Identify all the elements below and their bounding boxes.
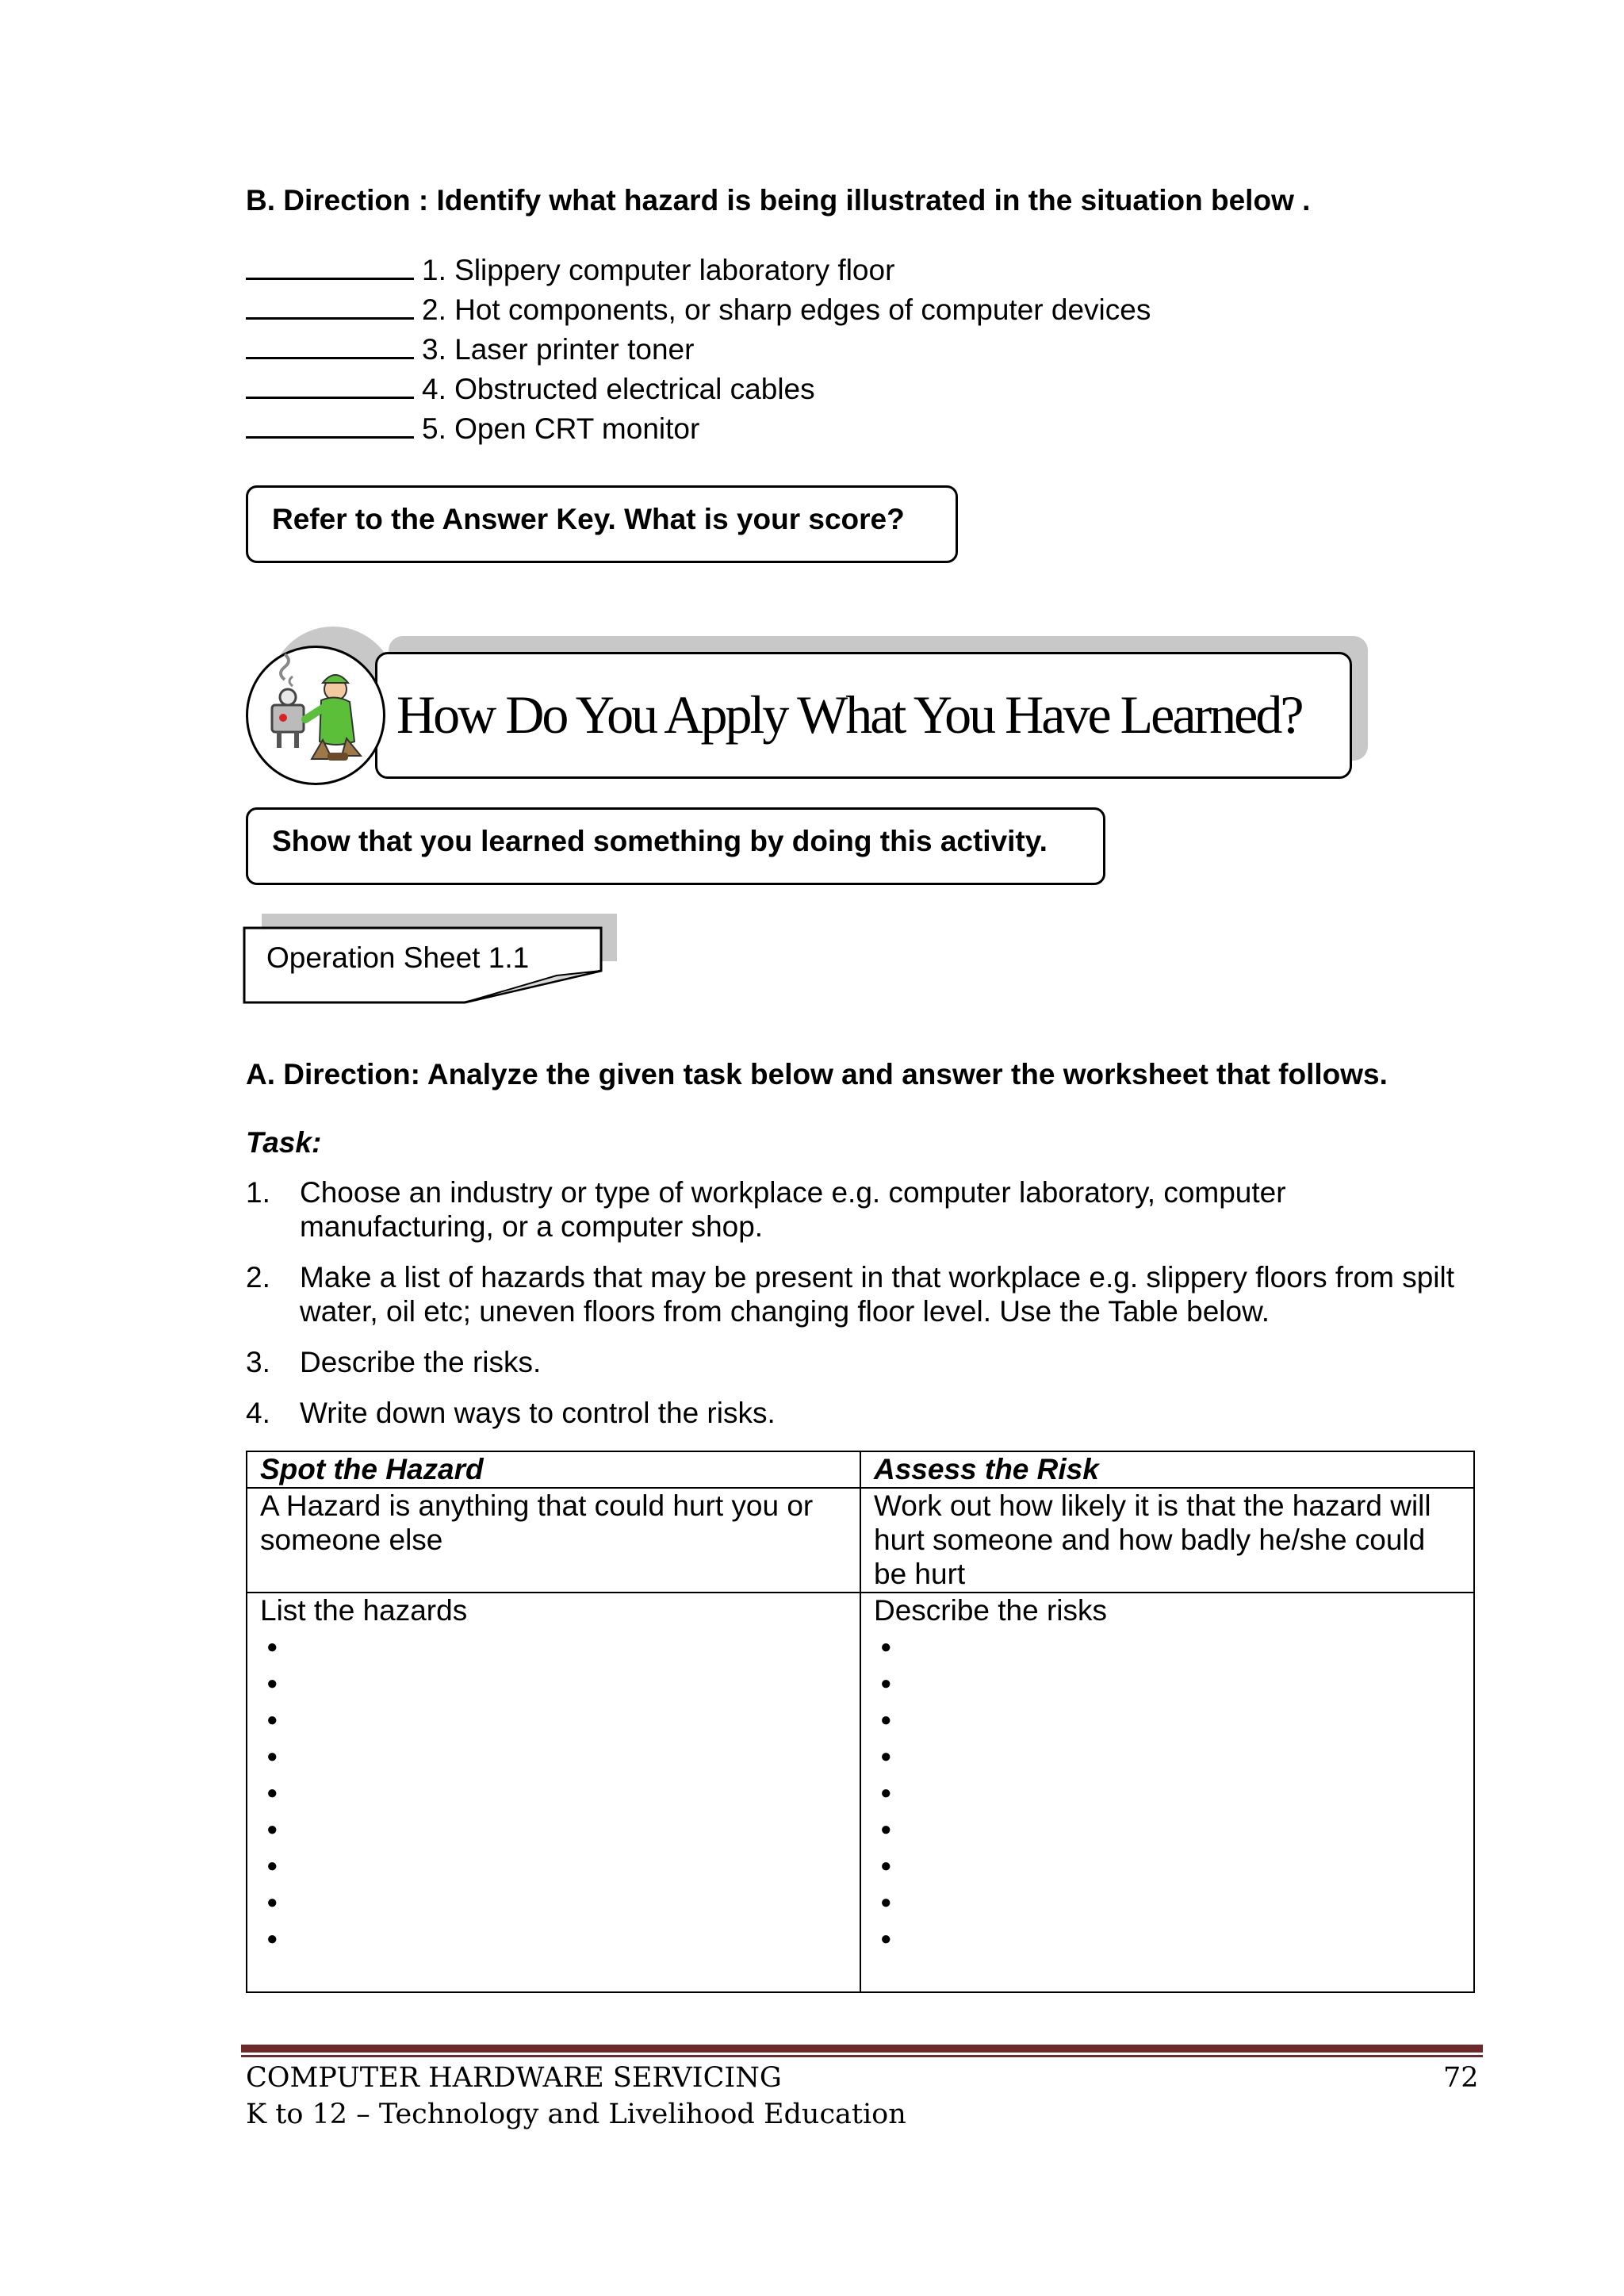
hazard-question: 2. Hot components, or sharp edges of computer devices <box>246 290 1151 330</box>
footer-rule-thin <box>241 2055 1483 2057</box>
answer-blank[interactable] <box>246 433 414 439</box>
banner-title: How Do You Apply What You Have Learned? <box>396 684 1302 745</box>
table-definition-row <box>247 1488 1474 1593</box>
list-item[interactable] <box>266 1737 847 1773</box>
footer-rule <box>241 2045 1483 2053</box>
operation-sheet-label: Operation Sheet 1.1 <box>266 941 530 974</box>
list-item[interactable] <box>266 1773 847 1810</box>
hazard-question-list <box>246 251 1151 449</box>
hazard-question: 1. Slippery computer laboratory floor <box>246 251 1151 290</box>
activity-text: Show that you learned something by doing this activity. <box>272 825 1048 857</box>
answer-blank[interactable] <box>246 393 414 399</box>
hazard-question: 5. Open CRT monitor <box>246 409 1151 449</box>
answer-blank[interactable] <box>246 354 414 359</box>
table-cell-label: List the hazards <box>260 1594 468 1627</box>
list-item[interactable] <box>880 1737 1461 1773</box>
risk-list-cell[interactable] <box>860 1593 1474 1992</box>
list-item[interactable] <box>880 1883 1461 1919</box>
list-item[interactable] <box>880 1919 1461 1956</box>
task-steps <box>246 1175 1483 1447</box>
list-item[interactable] <box>880 1700 1461 1737</box>
task-step: 1. Choose an industry or type of workplace e.g. computer laboratory, computer manufacturing, or a computer shop. <box>246 1176 1286 1243</box>
section-a-direction: A. Direction: Analyze the given task below and answer the worksheet that follows. <box>246 1058 1388 1091</box>
answer-blank[interactable] <box>246 274 414 280</box>
list-item[interactable] <box>880 1664 1461 1700</box>
task-label: Task: <box>246 1126 322 1159</box>
hazard-bullet-list <box>260 1627 847 1956</box>
table-list-row <box>247 1593 1474 1992</box>
list-item[interactable] <box>880 1810 1461 1846</box>
table-cell-label: Describe the risks <box>874 1594 1108 1627</box>
list-item[interactable] <box>880 1846 1461 1883</box>
banner-icon-circle <box>246 646 385 785</box>
activity-box <box>246 807 1105 885</box>
page-number: 72 <box>1443 2062 1479 2094</box>
list-item[interactable] <box>880 1627 1461 1664</box>
footer-course: K to 12 – Technology and Livelihood Education <box>246 2099 906 2130</box>
worker-with-tools-icon <box>248 648 383 783</box>
table-header-row <box>247 1451 1474 1488</box>
hazard-question: 3. Laser printer toner <box>246 330 1151 370</box>
list-item[interactable] <box>266 1883 847 1919</box>
hazard-question: 4. Obstructed electrical cables <box>246 370 1151 409</box>
risk-bullet-list <box>874 1627 1461 1956</box>
list-item[interactable] <box>266 1664 847 1700</box>
list-item[interactable] <box>880 1773 1461 1810</box>
list-item[interactable] <box>266 1919 847 1956</box>
footer-subject: COMPUTER HARDWARE SERVICING <box>246 2062 782 2094</box>
table-cell: Work out how likely it is that the hazard will hurt someone and how badly he/she could be hurt <box>860 1488 1474 1593</box>
answer-key-box <box>246 485 958 563</box>
table-cell: A Hazard is anything that could hurt you or someone else <box>247 1488 860 1593</box>
task-step: 2. Make a list of hazards that may be present in that workplace e.g. slippery floors from spilt water, oil etc; uneven floors from changing floor level. Use the Table below. <box>246 1261 1454 1328</box>
answer-key-text: Refer to the Answer Key. What is your score? <box>272 503 905 535</box>
list-item[interactable] <box>266 1846 847 1883</box>
answer-blank[interactable] <box>246 314 414 320</box>
task-step: 4. Write down ways to control the risks. <box>246 1397 776 1429</box>
table-header-cell: Spot the Hazard <box>247 1451 860 1488</box>
list-item[interactable] <box>266 1810 847 1846</box>
hazard-list-cell[interactable] <box>247 1593 860 1992</box>
list-item[interactable] <box>266 1700 847 1737</box>
list-item[interactable] <box>266 1627 847 1664</box>
hazard-risk-table <box>246 1451 1475 1993</box>
table-header-cell: Assess the Risk <box>860 1451 1474 1488</box>
section-b-direction: B. Direction : Identify what hazard is being illustrated in the situation below . <box>246 184 1311 217</box>
task-step: 3. Describe the risks. <box>246 1346 542 1378</box>
